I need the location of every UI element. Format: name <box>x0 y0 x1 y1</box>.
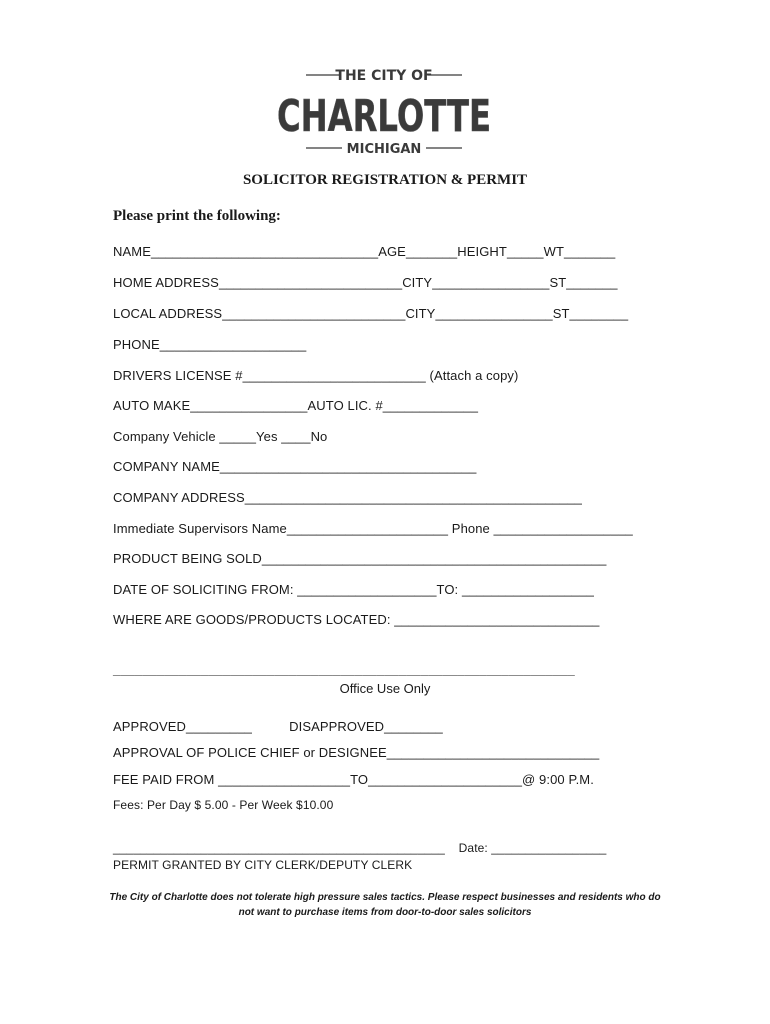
logo-bottom-text: MICHIGAN <box>346 142 422 157</box>
office-separator: _______________________________________________________________ <box>113 662 575 677</box>
name-line: NAME_______________________________AGE_______HEIGHT_____WT_______ <box>113 244 616 259</box>
police-approval-line: APPROVAL OF POLICE CHIEF or DESIGNEE_____________________________ <box>113 745 600 760</box>
logo-top-text: THE CITY OF <box>335 68 433 84</box>
drivers-license-line: DRIVERS LICENSE #_________________________ (Attach a copy) <box>113 368 519 383</box>
fee-paid-line: FEE PAID FROM __________________TO_____________________@ 9:00 P.M. <box>113 772 594 787</box>
signature-line: _________________________________________________ Date: _________________ <box>113 841 607 855</box>
local-address-line: LOCAL ADDRESS_________________________CITY________________ST________ <box>113 306 629 321</box>
soliciting-dates-line: DATE OF SOLICITING FROM: ___________________TO: __________________ <box>113 582 594 597</box>
supervisor-line: Immediate Supervisors Name______________________ Phone ___________________ <box>113 521 633 536</box>
logo-main-text: CHARLOTTE <box>277 91 491 142</box>
company-vehicle-line: Company Vehicle _____Yes ____No <box>113 429 328 444</box>
auto-line: AUTO MAKE________________AUTO LIC. #_____________ <box>113 398 479 413</box>
city-logo <box>0 0 770 170</box>
fees-line: Fees: Per Day $ 5.00 - Per Week $10.00 <box>113 798 334 812</box>
form-title: SOLICITOR REGISTRATION & PERMIT <box>242 172 528 188</box>
company-name-line: COMPANY NAME___________________________________ <box>113 459 477 474</box>
city-of-charlotte-logo <box>270 55 500 165</box>
phone-line: PHONE____________________ <box>113 337 307 352</box>
approval-line: APPROVED_________ DISAPPROVED________ <box>113 719 443 734</box>
permit-granted-line: PERMIT GRANTED BY CITY CLERK/DEPUTY CLERK <box>113 858 413 872</box>
office-use-title: Office Use Only <box>339 681 431 696</box>
goods-location-line: WHERE ARE GOODS/PRODUCTS LOCATED: ____________________________ <box>113 612 600 627</box>
company-address-line: COMPANY ADDRESS______________________________________________ <box>113 490 582 505</box>
disclaimer-footnote: The City of Charlotte does not tolerate high pressure sales tactics. Please respect businesses and residents who do not want to purchase items from door-to-door sales solicitors <box>109 892 661 918</box>
print-instruction: Please print the following: <box>113 208 281 224</box>
product-line: PRODUCT BEING SOLD_______________________________________________ <box>113 551 607 566</box>
home-address-line: HOME ADDRESS_________________________CITY________________ST_______ <box>113 275 618 290</box>
